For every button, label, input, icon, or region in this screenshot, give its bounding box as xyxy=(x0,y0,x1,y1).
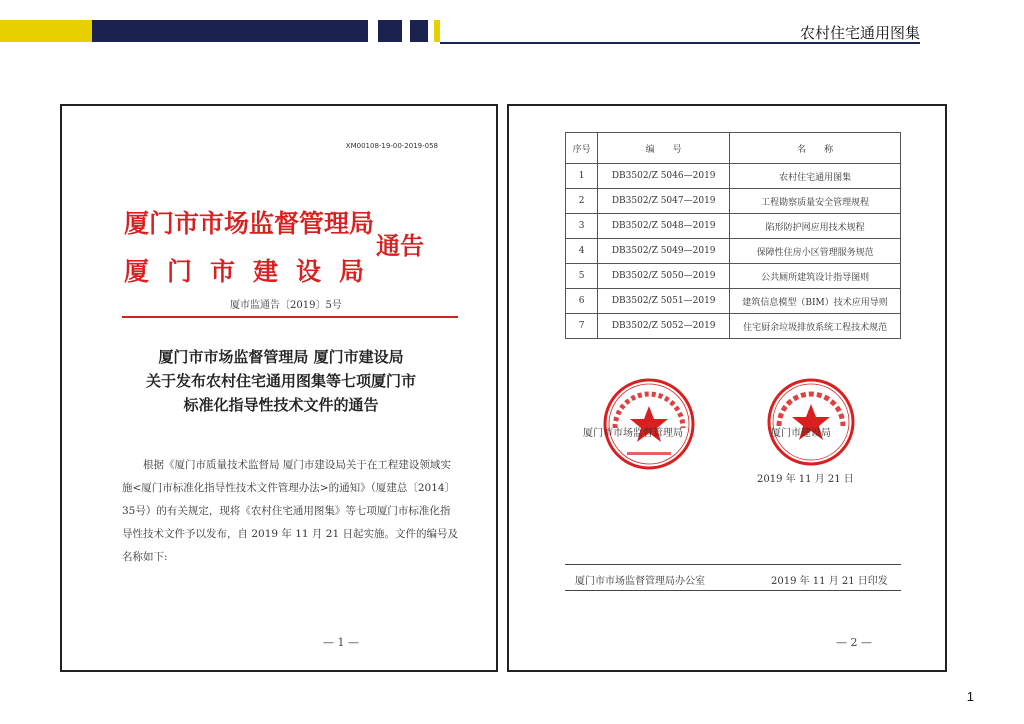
cell-code: DB3502/Z 5046—2019 xyxy=(598,164,730,189)
table-row xyxy=(566,189,901,214)
signer-construction-bureau: 厦门市建设局 xyxy=(771,428,831,439)
notice-label: 通告 xyxy=(376,231,424,260)
cell-name: 建筑信息模型（BIM）技术应用导则 xyxy=(730,289,901,314)
construction-bureau-seal-icon xyxy=(765,376,857,468)
document-code: XM00108-19-00-2019-058 xyxy=(345,142,438,150)
table-row xyxy=(566,314,901,339)
decor-yellow-block xyxy=(0,20,92,42)
cell-seq: 4 xyxy=(566,239,598,264)
signing-date: 2019 年 11 月 21 日 xyxy=(757,474,854,485)
cell-name: 保障性住房小区管理服务规范 xyxy=(730,239,901,264)
page-footer-2: — 2 — xyxy=(836,636,872,649)
slide-page-number: 1 xyxy=(966,689,974,704)
footer-rule-bottom xyxy=(565,590,901,591)
cell-name: 住宅厨余垃圾排放系统工程技术规范 xyxy=(730,314,901,339)
cell-code: DB3502/Z 5051—2019 xyxy=(598,289,730,314)
signer-market-bureau: 厦门市市场监督管理局 xyxy=(583,428,683,439)
document-title-line-2: 关于发布农村住宅通用图集等七项厦门市 xyxy=(145,372,416,390)
cell-code: DB3502/Z 5050—2019 xyxy=(598,264,730,289)
cell-name: 农村住宅通用图集 xyxy=(730,164,901,189)
header-seq: 序号 xyxy=(566,133,598,164)
cell-code: DB3502/Z 5052—2019 xyxy=(598,314,730,339)
decor-yellow-strip xyxy=(434,20,440,42)
table-row xyxy=(566,164,901,189)
print-date: 2019 年 11 月 21 日印发 xyxy=(771,576,888,587)
document-page-2 xyxy=(507,104,947,672)
cell-seq: 6 xyxy=(566,289,598,314)
issuer-market-bureau: 厦门市市场监督管理局 xyxy=(124,209,375,238)
cell-seq: 2 xyxy=(566,189,598,214)
document-title-line-3: 标准化指导性技术文件的通告 xyxy=(183,396,379,414)
table-row xyxy=(566,214,901,239)
cell-name: 陷形防护网应用技术规程 xyxy=(730,214,901,239)
issuer-construction-bureau: 厦门市建设局 xyxy=(124,257,383,286)
document-title-line-1: 厦门市市场监督管理局 厦门市建设局 xyxy=(158,348,404,366)
cell-seq: 3 xyxy=(566,214,598,239)
header-code: 编 号 xyxy=(598,133,730,164)
decor-gap xyxy=(368,20,378,42)
cell-seq: 5 xyxy=(566,264,598,289)
table-row xyxy=(566,289,901,314)
table-row xyxy=(566,264,901,289)
cell-seq: 1 xyxy=(566,164,598,189)
red-divider xyxy=(122,316,458,318)
decor-navy-bar xyxy=(92,20,368,42)
cell-code: DB3502/Z 5048—2019 xyxy=(598,214,730,239)
document-page-1 xyxy=(60,104,498,672)
cell-name: 工程勘察质量安全管理规程 xyxy=(730,189,901,214)
slide-title: 农村住宅通用图集 xyxy=(799,24,920,42)
document-body: 根据《厦门市质量技术监督局 厦门市建设局关于在工程建设领域实施<厦门市标准化指导性技术文件管理办法>的通知》（厦建总〔2014〕35号）的有关规定，现将《农村住宅通用图集》等七项厦门市标准化指导性技术文件予以发布，自 2019 年 11 月 21 日起实施。文件的编号及名称如下: xyxy=(122,459,458,563)
decor-navy-square-small xyxy=(410,20,428,42)
header-underline xyxy=(440,42,920,44)
cell-code: DB3502/Z 5049—2019 xyxy=(598,239,730,264)
header-name: 名 称 xyxy=(730,133,901,164)
standards-table xyxy=(565,132,901,339)
document-number: 厦市监通告〔2019〕5号 xyxy=(230,300,342,311)
cell-name: 公共厕所建筑设计指导图则 xyxy=(730,264,901,289)
decor-navy-square xyxy=(378,20,402,42)
page-footer-1: — 1 — xyxy=(323,636,359,649)
table-header-row xyxy=(566,133,901,164)
table-row xyxy=(566,239,901,264)
cell-code: DB3502/Z 5047—2019 xyxy=(598,189,730,214)
cell-seq: 7 xyxy=(566,314,598,339)
footer-rule-top xyxy=(565,564,901,565)
issuing-office: 厦门市市场监督管理局办公室 xyxy=(575,576,705,587)
